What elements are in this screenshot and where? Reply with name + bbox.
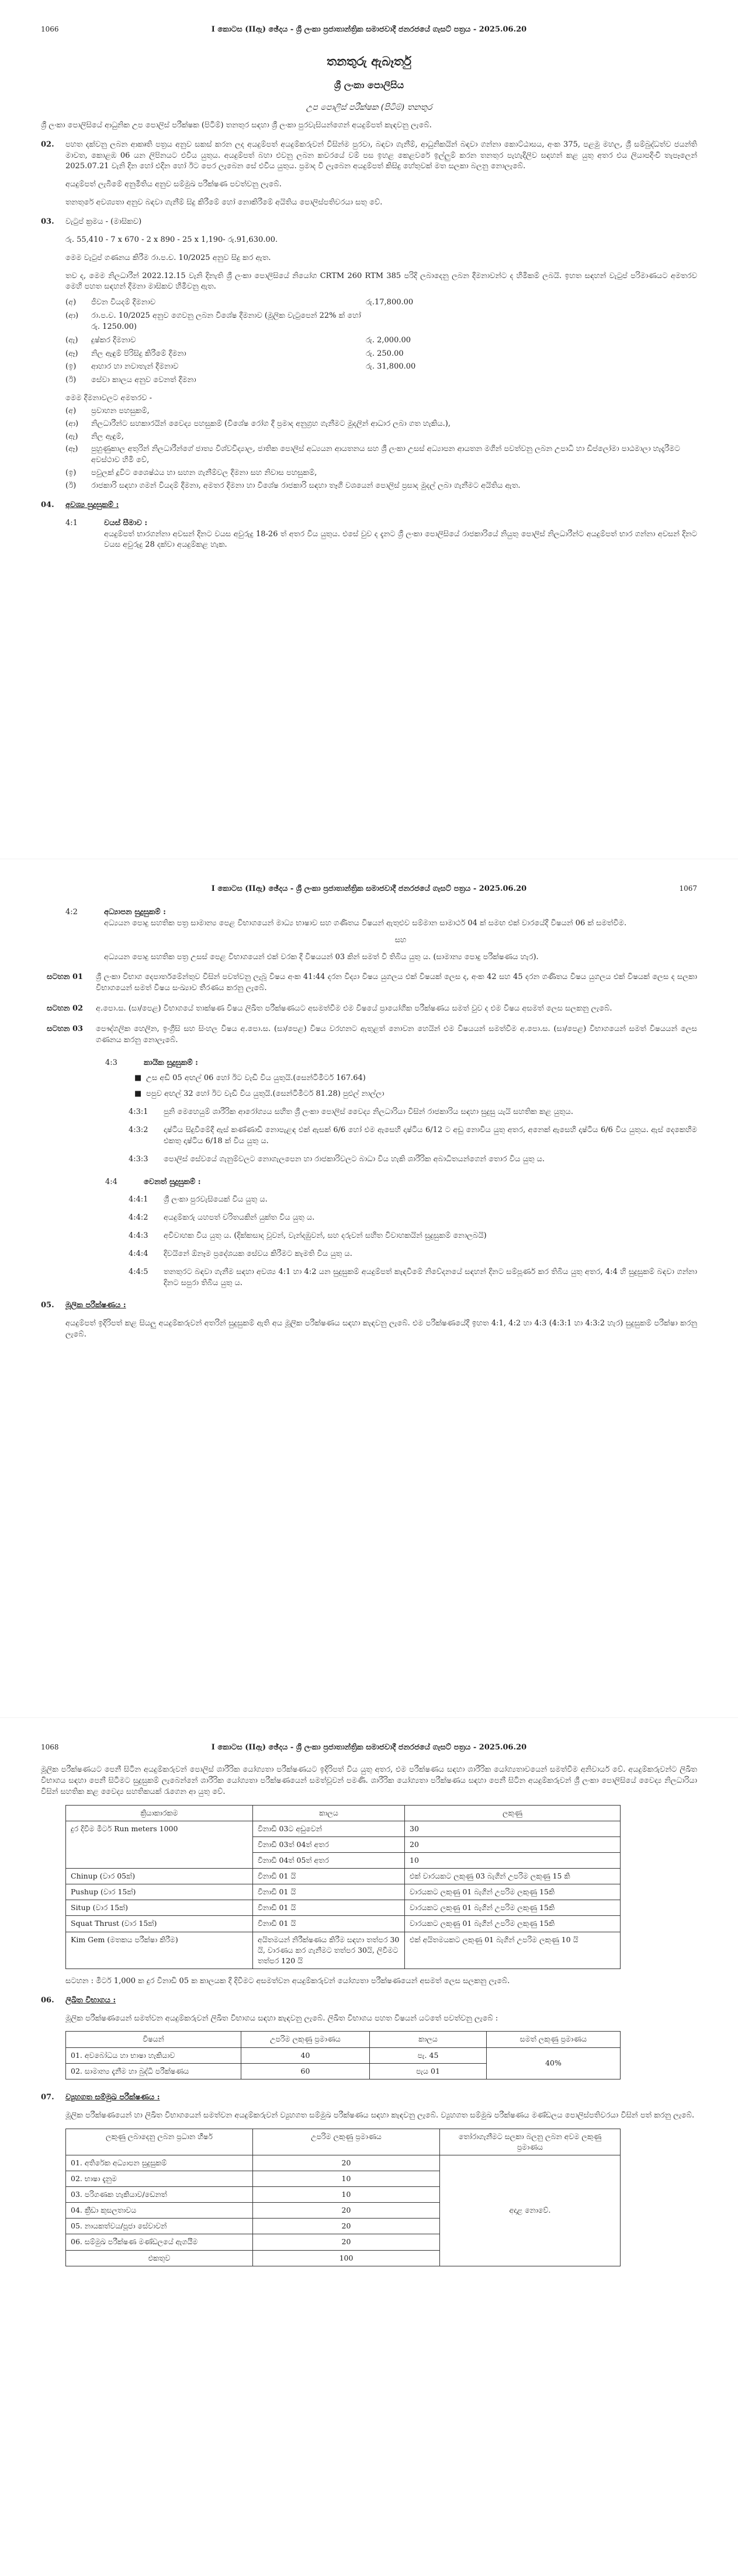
note-01: සටහන 01 ශ්‍රී ලංකා විභාග දෙපාර්තමේන්තුව විසින් පවත්වනු ලැබූ විෂය අංක 41:44 දරන විද්‍යා විෂය යුගලය එක් විෂයක් ලෙස ද, අංක 42 සහ 45 දරන ගණිතය විෂය යුගලය එක් විෂයක් ලෙස ද සලකා විභාගයෙන් සමත් විෂය සංඛ්‍යාව තීරණය කරනු ලැබේ. <box>47 973 697 993</box>
criterion-cell: 04. ක්‍රීඩා කුසලතාවය <box>66 2203 253 2219</box>
allowance-list <box>41 297 697 386</box>
time-cell: අයිතමයන් නිරීක්ෂණය කිරීම සඳහා තත්පර 30 යි, වාරණය කර ගැනීමට තත්පර 30යි, ලිවීමට තත්පර 120 යි <box>253 1932 405 1969</box>
preliminary-text: අයදුම්පත් ඉදිරිපත් කළ සියලු අයදුම්කරුවන් අතරින් සුදුසුකම් ඇති අය මූලික පරීක්ෂණය සඳහා කැඳවනු ලැබේ. එම පරීක්ෂණයේදී ඉහත 4:1, 4:2 හා 4:3 (4:3:1 හා 4:3:2 හැර) සුදුසුකම් පරීක්ෂා කරනු ලැබේ. <box>65 1319 697 1339</box>
allowance-item: (අ) ජීවන වියදම් දීමනාව රු.17,800.00 <box>41 297 697 308</box>
criterion-cell: 01. අතිරේක අධ්‍යාපන සුදුසුකම් <box>66 2155 253 2171</box>
other-qualification-item: 4:4:5 තනතුරට බඳවා ගැනීම සඳහා අවශ්‍ය 4:1 හා 4:2 යන සුදුසුකම් අයදුම්පත් කැඳවීමේ නිවේදනයේ සඳහන් දිනට සම්පූර්ණ කර තිබිය යුතු අතර, 4:4 හි සුදුසුකම් බඳවා ගන්නා දිනට සපුරා තිබිය යුතු ය. <box>129 1267 697 1287</box>
allowance-amount: රු.17,800.00 <box>366 298 414 307</box>
physical-heading: කායික සුදුසුකම් : <box>144 1058 198 1067</box>
table-row: 01. අවබෝධය හා භාෂා හැකියාව 40 පැ. 45 40% <box>66 2047 621 2063</box>
criterion-cell: 03. පරිගණක හැකියාව/ඩෙනත් <box>66 2187 253 2203</box>
criterion-cell: 02. භාෂා දැනුම <box>66 2171 253 2186</box>
education-al: අධ්‍යයන පොදු සහතික පත්‍ර උසස් පෙළ විභාගයෙන් එක් වරක දී විෂයයන් 03 කින් සමත් වී තිබිය යුතු ය. (සාමාන්‍ය පොදු පරීක්ෂණය හැර). <box>104 952 539 961</box>
table-row <box>66 1821 621 1836</box>
time-cell: විනාඩි 04ත් 05ත් අතර <box>253 1852 405 1868</box>
page-header <box>41 23 697 36</box>
column-header: තෝරාගැනීමට සලකා බලනු ලබන අවම ලකුණු ප්‍රමාණය <box>440 2129 621 2155</box>
marks-cell: වාරයකට ලකුණු 01 බැගින් උපරිම ලකුණු 15කි <box>405 1900 621 1916</box>
marks-cell: වාරයකට ලකුණු 01 බැගින් උපරිම ලකුණු 15කි <box>405 1916 621 1932</box>
total-value: 100 <box>253 2250 440 2266</box>
max-marks-cell: 20 <box>253 2155 440 2171</box>
benefit-item: (ඇ) නිල ඇඳුම්, <box>65 432 124 441</box>
physical-item: 4:3:2 දෘෂ්ටිය සිදුවීමේදී ඇස් කණ්ණාඩි නොපැළඳ එක් ඇසක් 6/6 හෝ එම ඇසෙහි දෘෂ්ටිය 6/12 ට අඩු නොවිය යුතු අතර, අනෙක් ඇසෙහි දෘෂ්ටිය 6/6 විය යුතුය. ඇස් දෙකෙහිම එකතු දෘෂ්ටිය 6/18 ක් විය යුතු ය. <box>129 1125 697 1145</box>
marks-cell: 30 <box>405 1821 621 1836</box>
marks-cell: එක් වාරයකට ලකුණු 03 බැගින් උපරිම ලකුණු 15 කි <box>405 1869 621 1884</box>
section-04: 04. අවශ්‍ය සුදුසුකම් : <box>41 500 697 511</box>
marks-cell: වාරයකට ලකුණු 01 බැගින් උපරිම ලකුණු 15කි <box>405 1884 621 1900</box>
benefit-list <box>41 406 697 492</box>
written-exam-heading: ලිඛිත විභාගය : <box>65 1995 116 2005</box>
time-cell: විනාඩි 01 යි <box>253 1884 405 1900</box>
other-qualification-item: 4:4:2 අයදුම්කරු යහපත් චරිතයකින් යුක්ත විය යුතු ය. <box>129 1213 315 1223</box>
other-qualifications-heading: වෙනත් සුදුසුකම් : <box>144 1177 201 1186</box>
table-row: 02. සාමාන්‍ය දැනීම හා බුද්ධි පරීක්ෂණය 60 පැය 01 <box>66 2063 621 2079</box>
allowance-amount: රු. 250.00 <box>366 349 404 358</box>
total-label: එකතුව <box>66 2250 253 2266</box>
education-ol: අධ්‍යයන පොදු සහතික පත්‍ර සාමාන්‍ය පෙළ විභාගයෙන් මාධ්‍ය භාෂාව සහ ගණිතය විෂයන් ඇතුළුව සම්මාන සාමාර්ථ 04 ක් සමඟ එක් වාරයේදී විෂයන් 06 ක් සමත්වීම. <box>104 918 627 928</box>
max-marks-cell: 10 <box>253 2187 440 2203</box>
other-qualification-item: 4:4:3 අවිවාහක විය යුතු ය. (දික්කසාද වූවන්, වැන්දඹුවන්, සහ දරුවන් සහිත විවාහකයින් සුදුසුකම් නොලබයි) <box>129 1231 487 1241</box>
section-02: 02. පහත දක්වනු ලබන ආකෘති පත්‍රය අනුව සකස් කරන ලද අයදුම්පත් අයදුම්කරුවන් විසින්ම පුරවා, බඳවා ගැනීම්, ආධුනිකයින් බඳවා ගන්නා කොට්ඨාසය, අංක 375, පළමු මහල, ශ්‍රී සම්බුද්ධත්ව ජයන්ති මාවත, කොළඹ 06 යන ලිපිනයට එවිය යුතුය. අයදුම්පත් බහා එවනු ලබන කවරයේ වම් පස ඉහළ කෙළවරේ ඉල්ලුම් කරන තනතුර පැහැදිලිව සඳහන් කළ යුතු අතර එය ලියාපදිංචි තැපෑලෙන් 2025.07.21 වැනි දින හෝ එදින හෝ ඊට පෙර ලැබෙන සේ එවිය යුතුය. ප්‍රමාද වී ලැබෙන අයදුම්පත් කිසිදු හේතුවක් මත සලකා බලනු නොලැබේ. <box>41 140 697 173</box>
benefits-heading: මෙම දීමනාවලට අමතරව - <box>65 394 153 403</box>
height-requirement: ■ උස අඩි 05 අඟල් 06 හෝ ඊට වැඩි විය යුතුයි.(සෙන්ටිමීටර් 167.64) <box>41 1073 697 1084</box>
section-05: 05. මූලික පරීක්ෂණය : <box>41 1300 697 1311</box>
note-02: සටහන 02 අ.පො.ස. (සා/පෙළ) විභාගයේ තාක්ෂණ විෂය ලිඛිත පරීක්ෂණයට අසමත්වීම එම විෂයේ ප්‍රායෝගික පරීක්ෂණය සමත් වුව ද එම විෂය අසමත් ලෙස සලකනු ලැබේ. <box>47 1004 612 1013</box>
column-header: කාලය <box>253 1805 405 1821</box>
time-cell: විනාඩි 01 යි <box>253 1869 405 1884</box>
education-heading: අධ්‍යාපන සුදුසුකම් : <box>104 908 166 916</box>
table-row <box>66 1916 621 1932</box>
gazette-header-text: I කොටස (IIඇ) ඡේදය - ශ්‍රී ලංකා ප්‍රජාතාන්ත්‍රික සමාජවාදී ජනරජයේ ගැසට් පත්‍රය - 2025.06.20 <box>211 884 527 893</box>
max-marks-cell: 20 <box>253 2203 440 2219</box>
page-header <box>41 883 697 895</box>
column-header: ලකුණු <box>405 1805 621 1821</box>
note-recruitment-right: තනතුරේ අවශ්‍යතා අනුව බඳවා ගැනීම් සිදු කිරීමේ හෝ නොකිරීමේ අයිතිය පොලිස්පතිවරයා සතු වේ. <box>65 198 383 207</box>
section-4-2: 4:2 අධ්‍යාපන සුදුසුකම් : අධ්‍යයන පොදු සහතික පත්‍ර සාමාන්‍ය පෙළ විභාගයෙන් මාධ්‍ය භාෂාව සහ ගණිතය විෂයන් ඇතුළුව සම්මාන සාමාර්ථ 04 ක් සමඟ එක් වාරයේදී විෂයන් 06 ක් සමත්වීම. සහ අධ්‍යයන පොදු සහතික පත්‍ර උසස් පෙළ විභාගයෙන් එක් වරක දී විෂයයන් 03 කින් සමත් වී තිබිය යුතු ය. (සාමාන්‍ය පොදු පරීක්ෂණය හැර). <box>41 907 697 963</box>
marks-cell: එක් අයිතමයකට ලකුණු 01 බැගින් උපරිම ලකුණු 10 යි <box>405 1932 621 1969</box>
column-header: කාලය <box>370 2032 487 2047</box>
table-row <box>66 2155 621 2171</box>
allowance-item: (ආ) රා.ප.ච. 10/2025 අනුව ගෙවනු ලබන විශේෂ දීමනාව (මූලික වැටුපෙන් 22% ක් හෝ රු. 1250.00) <box>41 311 697 333</box>
other-qualification-item: 4:4:4 දිවයිනේ ඕනෑම ප්‍රදේශයක සේවය කිරීමට කැමති විය යුතු ය. <box>129 1249 352 1258</box>
max-marks-cell: 20 <box>253 2219 440 2234</box>
allowance-item: (ඊ) සේවා කාලය අනුව වෙනත් දීමනා <box>41 375 697 386</box>
written-exam-table <box>65 2031 621 2079</box>
column-header: විෂයන් <box>66 2032 241 2047</box>
section-02-text: පහත දක්වනු ලබන ආකෘති පත්‍රය අනුව සකස් කරන ලද අයදුම්පත් අයදුම්කරුවන් විසින්ම පුරවා, බඳවා ගැනීම්, ආධුනිකයින් බඳවා ගන්නා කොට්ඨාසය, අංක 375, පළමු මහල, ශ්‍රී සම්බුද්ධත්ව ජයන්ති මාවත, කොළඹ 06 යන ලිපිනයට එවිය යුතුය. අයදුම්පත් බහා එවනු ලබන කවරයේ වම් පස ඉහළ කෙළවරේ ඉල්ලුම් කරන තනතුර පැහැදිලිව සඳහන් කළ යුතු අතර එය ලියාපදිංචි තැපෑලෙන් 2025.07.21 වැනි දින හෝ එදින හෝ ඊට පෙර ලැබෙන සේ එවිය යුතුය. ප්‍රමාද වී ලැබෙන අයදුම්පත් කිසිදු හේතුවක් මත සලකා බලනු නොලැබේ. <box>65 140 697 171</box>
table-row <box>66 1884 621 1900</box>
intro-paragraph: ශ්‍රී ලංකා පොලිසියේ ආධුනික උප පොලිස් පරීක්ෂක (පිටිම්) තනතුර සඳහා ශ්‍රී ලංකා පුරවැසියන්ගෙන් අයදුම්පත් කැඳවනු ලැබේ. <box>41 120 432 130</box>
page-number: 1067 <box>679 884 697 893</box>
pass-mark: 40% <box>487 2047 621 2079</box>
department-title: ශ්‍රී ලංකා පොලිසිය <box>334 79 404 91</box>
physical-test-table <box>65 1805 621 1969</box>
marks-cell: 20 <box>405 1836 621 1852</box>
column-header: සමත් ලකුණු ප්‍රමාණය <box>487 2032 621 2047</box>
allowance-item: (ඉ) ආහාර හා නවාතැන් දීමනාව රු. 31,800.00 <box>41 362 697 373</box>
table-row <box>66 1932 621 1969</box>
age-limit-heading: වයස් සීමාව : <box>104 518 148 527</box>
gazette-header-text: I කොටස (IIඇ) ඡේදය - ශ්‍රී ලංකා ප්‍රජාතාන්ත්‍රික සමාජවාදී ජනරජයේ ගැසට් පත්‍රය - 2025.06.20 <box>211 1742 527 1752</box>
activity-cell: Kim Gem (මතකය පරීක්ෂා කිරීම) <box>66 1932 253 1969</box>
bullet-icon: ■ <box>134 1089 142 1099</box>
criterion-cell: 05. නායකත්වය/පූජා සේවාවන් <box>66 2219 253 2234</box>
section-03: 03. වැටුප් ක්‍රමය - (මාසිකව) <box>41 217 697 228</box>
benefit-item: (අ) ප්‍රවාහන පහසුකම්, <box>65 406 150 415</box>
page-number: 1066 <box>41 25 59 33</box>
salary-scale: රු. 55,410 - 7 x 670 - 2 x 890 - 25 x 1,190- රු.91,630.00. <box>65 235 278 244</box>
max-marks-cell: 20 <box>253 2234 440 2250</box>
physical-test-intro: මූලික පරීක්ෂණයට පෙනී සිටින අයදුම්කරුවන් පොලිස් ශාරීරික යෝග්‍යතා පරීක්ෂණයට ඉදිරිපත් විය යුතු අතර, එම පරීක්ෂණය සඳහා ශාරීරික යෝග්‍යතාවයෙන් සමත්වීම අනිවාර්ය වේ. අයදුම්කරුවන්ට ලිඛිත විභාගය සඳහා පෙනී සිටීමට සුදුසුකම් ලැබෙන්නේ ශාරීරික යෝග්‍යතා පරීක්ෂණයෙන් සමත්වූවන් පමණි. ශාරීරික යෝග්‍යතා පරීක්ෂණය සඳහා පෙනී සිටින අයදුම්කරුවන් ශ්‍රී ලංකා පොලිසියේ වෛද්‍ය නිලධාරියා විසින් සහතික කළ වෛද්‍ය සහතිකයක් රැගෙන ආ යුතු වේ. <box>41 1765 697 1796</box>
physical-test-note: සටහන : මීටර් 1,000 ක දුර විනාඩි 05 ක කාලයක දී දිවීමට අසමත්වන අයදුම්කරුවන් යෝග්‍යතා පරීක්ෂණයෙන් අසමත් ලෙස සලකනු ලැබේ. <box>65 1976 510 1985</box>
benefit-item: (ඈ) පුහුණුකාල අතුරින් නිලධාරීන්ගේ ජාත්‍ය විශ්වවිද්‍යාල, ජාතික පොලිස් අධ්‍යයන ආයතනය සහ ශ්‍රී ලංකා උසස් අධ්‍යාපන ආයතන මගින් පවත්වනු ලබන උපාධි හා ඩිප්ලෝමා පාඨමාලා හැදෑරීමට අවස්ථාව හිමි වේ, <box>65 445 680 465</box>
written-exam-text: මූලික පරීක්ෂණයෙන් සමත්වන අයදුම්කරුවන් ලිඛිත විභාගය සඳහා කැඳවනු ලැබේ. ලිඛිත විභාගය පහත විෂයන් යටතේ පවත්වනු ලැබේ : <box>65 2013 498 2023</box>
post-title: උප පොලිස් පරීක්ෂක (පිටිම්) තනතුර <box>306 102 432 112</box>
other-qualification-item: 4:4:1 ශ්‍රී ලංකා පුරවැසියෙක් විය යුතු ය. <box>129 1195 268 1204</box>
other-qualification-items <box>41 1195 697 1289</box>
page-header <box>41 1741 697 1754</box>
physical-item: 4:3:3 පොලිස් සේවයේ ගැනුම්වලට නොගැලපෙන හා රාජකාරිවලට බාධා විය හැකි ශාරීරික අබාධිතයන්ගෙන් තොර විය යුතු ය. <box>129 1154 545 1164</box>
benefit-item: (ආ) නිලධාරීන්ට සහකාරයින් වෛද්‍ය පහසුකම් (විශේෂ රෝග දී ප්‍රමාද අනුග්‍රහ ගැනීමට මුදලින් ආධාර ලබා ගත හැකිය.), <box>65 419 451 428</box>
time-cell: විනාඩි 03ට අඩුවෙන් <box>253 1821 405 1836</box>
section-4-4: 4:4 වෙනත් සුදුසුකම් : <box>41 1177 697 1188</box>
section-06: 06. ලිඛිත විභාගය : <box>41 1995 697 2006</box>
bullet-icon: ■ <box>134 1074 142 1083</box>
gazette-page-1067 <box>0 859 738 1717</box>
qualifications-heading: අවශ්‍ය සුදුසුකම් : <box>65 500 119 509</box>
or-separator: සහ <box>394 935 407 945</box>
preliminary-heading: මූලික පරීක්ෂණය : <box>65 1301 126 1310</box>
physical-item: 4:3:1 පුනි මෙහෙයුම් ශාරීරික ආරෝග්‍යය සහිත ශ්‍රී ලංකා පොලිස් වෛද්‍ය නිලධාරියා විසින් රාජකාරිය සඳහා සුදුසු යැයි සහතික කළ යුතුය. <box>129 1108 573 1117</box>
interview-heading: ව්‍යුහගත සම්මුඛ පරීක්ෂණය : <box>65 2092 160 2102</box>
gazette-page-1066 <box>0 0 738 859</box>
column-header: උපරිම ලකුණු ප්‍රමාණය <box>253 2129 440 2155</box>
activity-cell: Squat Thrust (වාර 15ක්) <box>66 1916 253 1932</box>
activity-cell: Situp (වාර 15ක්) <box>66 1900 253 1916</box>
physical-items <box>41 1107 697 1165</box>
interview-table <box>65 2129 621 2266</box>
time-cell: විනාඩි 03ත් 04ත් අතර <box>253 1836 405 1852</box>
allowance-amount <box>366 311 483 333</box>
page-title: තනතුරු ඇබෑර්තු <box>327 54 411 68</box>
salary-circular: මෙම වැටුප් ගණනය කිරීම රා.ප.ච. 10/2025 අනුව සිදු කර ඇත. <box>65 253 271 262</box>
chest-requirement: ■ පපුව අඟල් 32 හෝ ඊට වැඩි විය යුතුයි.(සෙන්ටිමීටර් 81.28) පුළුල් නාල්ලා <box>41 1089 697 1100</box>
gazette-header-text: I කොටස (IIඇ) ඡේදය - ශ්‍රී ලංකා ප්‍රජාතාන්ත්‍රික සමාජවාදී ජනරජයේ ගැසට් පත්‍රය - 2025.06.20 <box>211 25 527 34</box>
criterion-cell: 06. සම්මුඛ පරීක්ෂණ මණ්ඩලයේ ඇගයීම <box>66 2234 253 2250</box>
allowance-item: (ඇ) දුෂ්කර දීමනාව රු. 2,000.00 <box>41 335 697 346</box>
marks-cell: 10 <box>405 1852 621 1868</box>
gazette-page-1068 <box>0 1717 738 2576</box>
table-row <box>66 1869 621 1884</box>
note-interview: අයදුම්පත් ලැබීමේ අනුමිතිය අනුව සම්මුඛ පරීක්ෂණ පවත්වනු ලැබේ. <box>65 180 282 189</box>
table-row <box>66 1900 621 1916</box>
section-4-3: 4:3 කායික සුදුසුකම් : <box>41 1058 697 1069</box>
activity-cell: Chinup (වාර 05ක්) <box>66 1869 253 1884</box>
section-07: 07. ව්‍යුහගත සම්මුඛ පරීක්ෂණය : <box>41 2092 697 2103</box>
note-03: සටහන 03 පෞද්ගලික හෙලින, ඉංග්‍රීසි සහ සිංහල විෂය අ.පො.ස. (සා/පෙළ) විෂය වරහනට ඇතුළත් නොවන හෙයින් එම විෂයයන් සමත්වීම අ.පො.ස. (සා/පෙළ) විභාගයෙන් සමත් විෂයයන් ලෙස ගණනය කරනු නොලැබේ. <box>47 1024 697 1044</box>
column-header: ලකුණු ලබාදෙනු ලබන ප්‍රධාන හීර්ෂ <box>66 2129 253 2155</box>
salary-heading: වැටුප් ක්‍රමය - (මාසිකව) <box>65 217 142 226</box>
allowance-amount: රු. 31,800.00 <box>366 362 416 372</box>
activity-cell: දුර දිවීම මීටර් Run meters 1000 <box>66 1821 253 1868</box>
age-limit-text: අයදුම්පත් භාරගන්නා අවසන් දිනට වයස අවුරුදු 18-26 ත් අතර විය යුතුය. එසේ වුව ද දැනට ශ්‍රී ලංකා පොලිසියේ රාජකාරියේ නියුතු පොලිස් නිලධාරීන්ට අයදුම්පත් භාර ගන්නා අවසන් දිනට වයස අවුරුදු 28 දක්වා අයදුම්කළ හැක. <box>104 529 697 550</box>
salary-extra: තව ද, මෙම නිලධාරීන් 2022.12.15 වැනි දිනැති ශ්‍රී ලංකා පොලිසියේ නියෝග CRTM 260 RTM 385 පරිදි ලබාදෙනු ලබන දීමනාවන්ට ද හිමිකම් ලබයි. ඉහත සඳහන් වැටුප් පරිමාණයට අමතරව මෙහි පහත සඳහන් දීමනා මාසිකව හිමිවනු ඇත. <box>65 271 697 291</box>
allowance-amount: රු. 2,000.00 <box>366 335 411 345</box>
time-cell: විනාඩි 01 යි <box>253 1900 405 1916</box>
max-marks-cell: 10 <box>253 2171 440 2186</box>
benefit-item: (ඊ) රාජකාරි සඳහා ගමන් වියදම් දීමනා, අමතර දීමනා හා විශේෂ රාජකාරි සඳහා තෑගි වශයෙන් පොලිස් ප්‍රසාද මුදල් ලබා ගැනීමට අයිතිය ඇත. <box>65 481 521 491</box>
column-header: ක්‍රියාකාරකම <box>66 1805 253 1821</box>
time-cell: විනාඩි 01 යි <box>253 1916 405 1932</box>
page-number: 1068 <box>41 1743 59 1751</box>
benefit-item: (ඉ) පවුලක් දූවිට ශෙ‍ෙෂ්ඨය හා සහන ගැනීම්වල දීමනා සහ නිවාස පහසුකම්, <box>65 468 317 478</box>
section-4-1: 4:1 වයස් සීමාව : අයදුම්පත් භාරගන්නා අවසන් දිනට වයස අවුරුදු 18-26 ත් අතර විය යුතුය. එසේ වුව ද දැනට ශ්‍රී ලංකා පොලිසියේ රාජකාරියේ නියුතු පොලිස් නිලධාරීන්ට අයදුම්පත් භාර ගන්නා අවසන් දිනට වයස අවුරුදු 28 දක්වා අයදුම්කළ හැක. <box>41 518 697 551</box>
column-header: උපරිම ලකුණු ප්‍රමාණය <box>241 2032 370 2047</box>
allowance-item: (ඈ) නිල ඇඳුම් පිරිසිදු කිරීමේ දීමනා රු. 250.00 <box>41 349 697 360</box>
allowance-amount <box>366 375 483 386</box>
activity-cell: Pushup (වාර 15ක්) <box>66 1884 253 1900</box>
min-marks-cell: අදාළ නොවේ. <box>440 2155 621 2266</box>
interview-text: මූලික පරීක්ෂණයෙන් හා ලිඛිත විභාගයෙන් සමත්වන අයදුම්කරුවන් ව්‍යුහගත සම්මුඛ පරීක්ෂණය සඳහා කැඳවනු ලැබේ. ව්‍යුහගත සම්මුඛ පරීක්ෂණය මණ්ඩලය පොලිස්පතිවරයා විසින් පත් කරනු ලැබේ. <box>65 2110 695 2120</box>
